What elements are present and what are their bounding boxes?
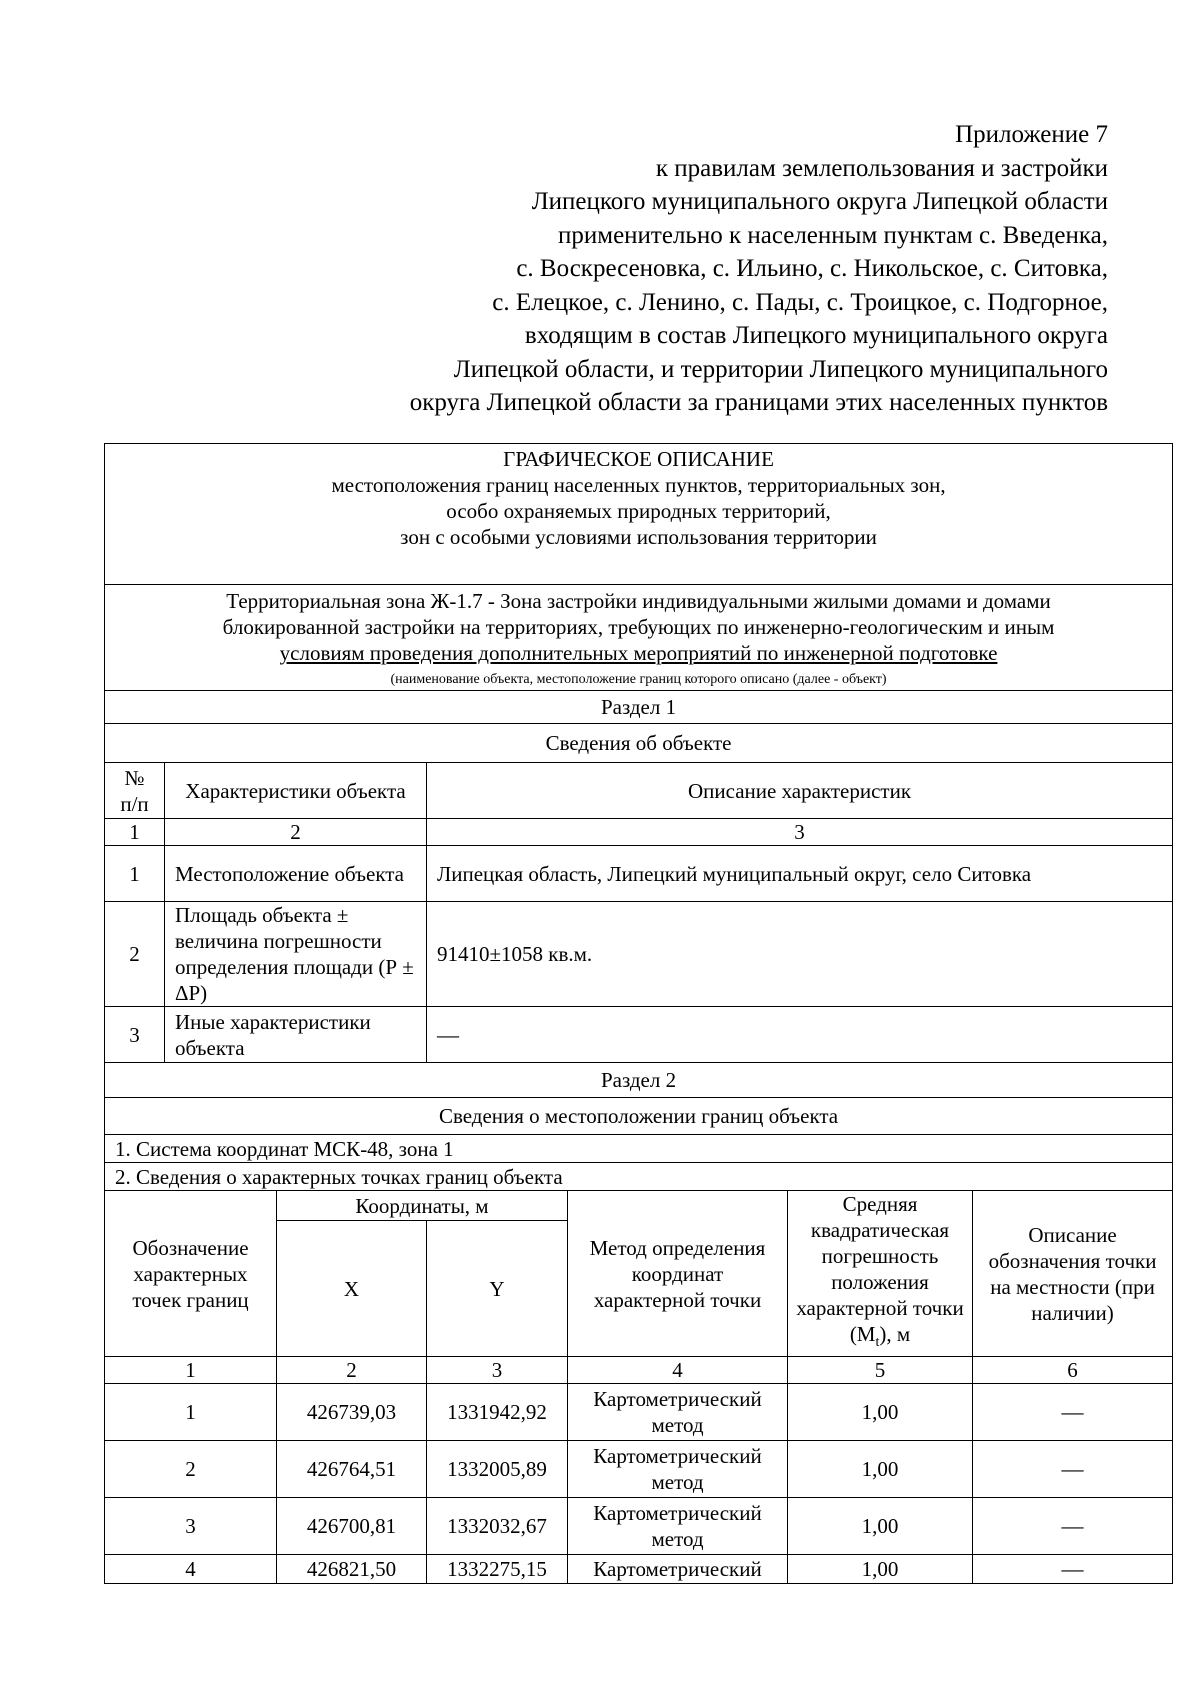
table-row	[105, 846, 1173, 902]
point-accuracy: 1,00	[788, 1441, 973, 1498]
object-name-note: (наименование объекта, местоположение границ которого описано (далее - объект)	[105, 669, 1173, 691]
num-header-top: №	[124, 765, 145, 790]
point-x: 426739,03	[277, 1384, 427, 1441]
zone-line: блокированной застройки на территориях, требующих по инженерно-геологическим и иным	[222, 615, 1055, 639]
point-y: 1332032,67	[427, 1498, 568, 1555]
column-number: 3	[427, 1357, 568, 1384]
coordinate-system: 1. Система координат МСК-48, зона 1	[105, 1135, 1173, 1163]
description-header: Описание характеристик	[427, 763, 1173, 819]
row-number: 2	[105, 902, 165, 1007]
column-number: 1	[105, 819, 165, 846]
point-accuracy: 1,00	[788, 1384, 973, 1441]
appendix-line: с. Воскресеновка, с. Ильино, с. Никольское, с. Ситовка,	[516, 255, 1108, 282]
point-marker: —	[973, 1498, 1173, 1555]
points-title: 2. Сведения о характерных точках границ объекта	[105, 1163, 1173, 1191]
num-header	[105, 763, 165, 819]
point-accuracy: 1,00	[788, 1555, 973, 1584]
section-1-title: Раздел 1	[105, 691, 1173, 724]
section-2-subtitle: Сведения о местоположении границ объекта	[105, 1098, 1173, 1135]
characteristic-value: 91410±1058 кв.м.	[427, 902, 1173, 1007]
appendix-line: с. Елецкое, с. Ленино, с. Пады, с. Троицкое, с. Подгорное,	[492, 288, 1108, 316]
marker-header: Описание обозначения точки на местности (при наличии)	[973, 1191, 1173, 1357]
point-designation-header: Обозначение характерных точек границ	[105, 1191, 277, 1357]
characteristic-name: Площадь объекта ± величина погрешности определения площади (Р ± ΔР)	[165, 902, 427, 1007]
point-id: 1	[105, 1384, 277, 1441]
column-number: 1	[105, 1357, 277, 1384]
appendix-title: Приложение 7	[955, 121, 1108, 148]
point-row	[105, 1441, 1173, 1498]
column-number: 4	[568, 1357, 788, 1384]
appendix-line: применительно к населенным пунктам с. Введенка,	[558, 221, 1108, 249]
point-id: 3	[105, 1498, 277, 1555]
point-row	[105, 1555, 1173, 1584]
point-row	[105, 1384, 1173, 1441]
coordinates-header: Координаты, м	[277, 1191, 568, 1221]
section-1-subtitle: Сведения об объекте	[105, 724, 1173, 763]
characteristic-name: Иные характеристики объекта	[165, 1007, 427, 1063]
accuracy-header-text: Средняя квадратическая погрешность положения характерной точки (M	[796, 1192, 964, 1346]
column-number: 6	[973, 1357, 1173, 1384]
point-method: Картометрический метод	[568, 1498, 788, 1555]
point-y: 1332275,15	[427, 1555, 568, 1584]
table-row	[105, 1007, 1173, 1063]
point-marker: —	[973, 1384, 1173, 1441]
point-x: 426700,81	[277, 1498, 427, 1555]
appendix-line: к правилам землепользования и застройки	[655, 154, 1108, 182]
point-method: Картометрический	[568, 1555, 788, 1584]
point-method: Картометрический метод	[568, 1441, 788, 1498]
point-x: 426821,50	[277, 1555, 427, 1584]
column-number: 5	[788, 1357, 973, 1384]
point-marker: —	[973, 1441, 1173, 1498]
accuracy-header-unit: ), м	[879, 1322, 911, 1346]
characteristic-value: Липецкая область, Липецкий муниципальный округ, село Ситовка	[427, 846, 1173, 902]
characteristics-header: Характеристики объекта	[165, 763, 427, 819]
point-id: 2	[105, 1441, 277, 1498]
appendix-line: Липецкого муниципального округа Липецкой области	[531, 188, 1108, 215]
num-header-bottom: п/п	[120, 791, 149, 816]
row-number: 1	[105, 846, 165, 902]
document-title-block	[105, 444, 1173, 585]
appendix-line: Липецкой области, и территории Липецкого муниципального	[453, 355, 1108, 383]
point-y: 1331942,92	[427, 1384, 568, 1441]
appendix-header	[410, 118, 1108, 420]
point-accuracy: 1,00	[788, 1498, 973, 1555]
y-header: Y	[427, 1221, 568, 1357]
column-number: 3	[427, 819, 1173, 846]
appendix-line: входящим в состав Липецкого муниципального округа	[524, 322, 1108, 349]
title-line: особо охраняемых природных территорий,	[446, 499, 831, 523]
zone-line: условиям проведения дополнительных мероприятий по инженерной подготовке	[279, 641, 998, 665]
title-line: местоположения границ населенных пунктов, территориальных зон,	[331, 473, 946, 497]
zone-line: Территориальная зона Ж-1.7 - Зона застройки индивидуальными жилыми домами и домами	[226, 589, 1051, 613]
column-number: 2	[277, 1357, 427, 1384]
graphic-description-table	[104, 443, 1173, 1584]
zone-name-block	[105, 585, 1173, 670]
section-2-title: Раздел 2	[105, 1063, 1173, 1098]
document-title: ГРАФИЧЕСКОЕ ОПИСАНИЕ	[503, 447, 774, 471]
point-y: 1332005,89	[427, 1441, 568, 1498]
column-number: 2	[165, 819, 427, 846]
point-id: 4	[105, 1555, 277, 1584]
characteristic-value: —	[427, 1007, 1173, 1063]
title-line: зон с особыми условиями использования территории	[400, 525, 877, 549]
accuracy-header-sub: t	[875, 1335, 880, 1351]
row-number: 3	[105, 1007, 165, 1063]
appendix-line: округа Липецкой области за границами этих населенных пунктов	[409, 389, 1108, 416]
point-row	[105, 1498, 1173, 1555]
point-method: Картометрический метод	[568, 1384, 788, 1441]
x-header: X	[277, 1221, 427, 1357]
point-marker: —	[973, 1555, 1173, 1584]
table-row	[105, 902, 1173, 1007]
accuracy-header	[788, 1191, 973, 1357]
method-header: Метод определения координат характерной точки	[568, 1191, 788, 1357]
characteristic-name: Местоположение объекта	[165, 846, 427, 902]
point-x: 426764,51	[277, 1441, 427, 1498]
